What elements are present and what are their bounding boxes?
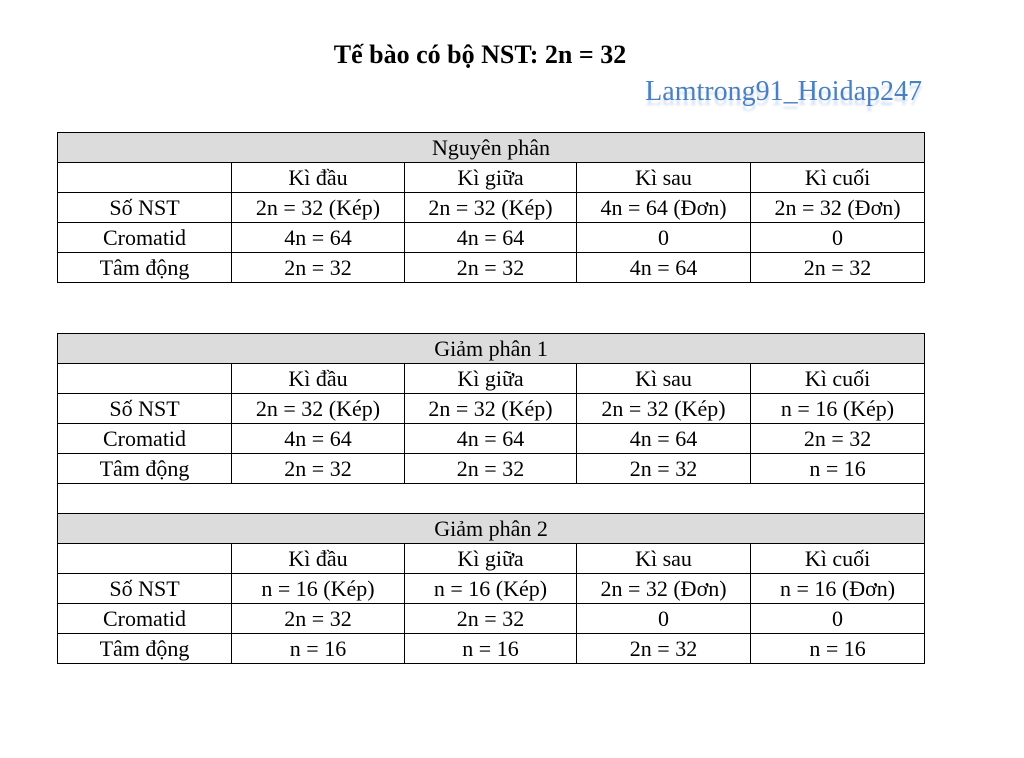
table-cell: 2n = 32	[232, 253, 405, 283]
table-cell: 4n = 64	[577, 424, 751, 454]
table-row	[58, 604, 925, 634]
phase-header-row	[58, 163, 925, 193]
row-label: Cromatid	[58, 604, 232, 634]
table-cell: 2n = 32	[232, 604, 405, 634]
table-cell: 2n = 32	[232, 454, 405, 484]
empty-cell	[58, 364, 232, 394]
table-cell: 0	[751, 604, 925, 634]
phase-header: Kì giữa	[405, 544, 577, 574]
table-heading-row	[58, 133, 925, 163]
phase-header: Kì cuối	[751, 544, 925, 574]
row-label: Cromatid	[58, 223, 232, 253]
spacer-row	[58, 484, 925, 514]
table-cell: 4n = 64	[577, 253, 751, 283]
table-cell: n = 16 (Kép)	[232, 574, 405, 604]
phase-header: Kì sau	[577, 544, 751, 574]
row-label: Cromatid	[58, 424, 232, 454]
table-cell: 2n = 32 (Kép)	[405, 193, 577, 223]
table-cell: 4n = 64	[405, 223, 577, 253]
table-cell: 4n = 64 (Đơn)	[577, 193, 751, 223]
row-label: Số NST	[58, 574, 232, 604]
page-title: Tế bào có bộ NST: 2n = 32	[333, 40, 627, 69]
phase-header-row	[58, 364, 925, 394]
table-cell: 2n = 32 (Đơn)	[577, 574, 751, 604]
table-cell: 2n = 32	[405, 604, 577, 634]
row-label: Tâm động	[58, 454, 232, 484]
table-heading: Giảm phân 1	[58, 334, 925, 364]
table-heading: Giảm phân 2	[58, 514, 925, 544]
table-heading: Nguyên phân	[58, 133, 925, 163]
table-cell: n = 16 (Đơn)	[751, 574, 925, 604]
table-cell: n = 16	[405, 634, 577, 664]
table-cell: 2n = 32	[577, 634, 751, 664]
row-label: Tâm động	[58, 253, 232, 283]
table-cell: n = 16	[751, 454, 925, 484]
table-cell: 2n = 32	[405, 454, 577, 484]
table-cell: 4n = 64	[405, 424, 577, 454]
table-cell: 2n = 32	[577, 454, 751, 484]
table-cell: 0	[751, 223, 925, 253]
table-cell: n = 16	[751, 634, 925, 664]
table-row	[58, 253, 925, 283]
phase-header: Kì cuối	[751, 364, 925, 394]
table-cell: n = 16 (Kép)	[751, 394, 925, 424]
row-label: Số NST	[58, 394, 232, 424]
empty-cell	[58, 484, 925, 514]
phase-header: Kì sau	[577, 364, 751, 394]
phase-header: Kì giữa	[405, 163, 577, 193]
table-cell: 2n = 32 (Đơn)	[751, 193, 925, 223]
table-cell: 2n = 32 (Kép)	[405, 394, 577, 424]
phase-header: Kì giữa	[405, 364, 577, 394]
table-heading-row	[58, 334, 925, 364]
phase-header-row	[58, 544, 925, 574]
table-row	[58, 223, 925, 253]
table-cell: 2n = 32 (Kép)	[232, 193, 405, 223]
table-row	[58, 574, 925, 604]
table-heading-row	[58, 514, 925, 544]
mitosis-table	[57, 132, 925, 283]
phase-header: Kì đầu	[232, 163, 405, 193]
table-cell: n = 16 (Kép)	[405, 574, 577, 604]
table-row	[58, 193, 925, 223]
table-cell: 2n = 32	[405, 253, 577, 283]
table-cell: 0	[577, 223, 751, 253]
phase-header: Kì đầu	[232, 364, 405, 394]
table-cell: 0	[577, 604, 751, 634]
phase-header: Kì cuối	[751, 163, 925, 193]
row-label: Tâm động	[58, 634, 232, 664]
row-label: Số NST	[58, 193, 232, 223]
table-row	[58, 394, 925, 424]
table-row	[58, 454, 925, 484]
table-cell: 2n = 32 (Kép)	[232, 394, 405, 424]
phase-header: Kì đầu	[232, 544, 405, 574]
table-cell: n = 16	[232, 634, 405, 664]
watermark: Lamtrong91_Hoidap247	[645, 76, 922, 107]
phase-header: Kì sau	[577, 163, 751, 193]
meiosis-table	[57, 333, 925, 664]
table-cell: 2n = 32	[751, 424, 925, 454]
empty-cell	[58, 544, 232, 574]
table-cell: 4n = 64	[232, 424, 405, 454]
table-cell: 4n = 64	[232, 223, 405, 253]
table-row	[58, 424, 925, 454]
table-row	[58, 634, 925, 664]
empty-cell	[58, 163, 232, 193]
table-cell: 2n = 32 (Kép)	[577, 394, 751, 424]
table-cell: 2n = 32	[751, 253, 925, 283]
